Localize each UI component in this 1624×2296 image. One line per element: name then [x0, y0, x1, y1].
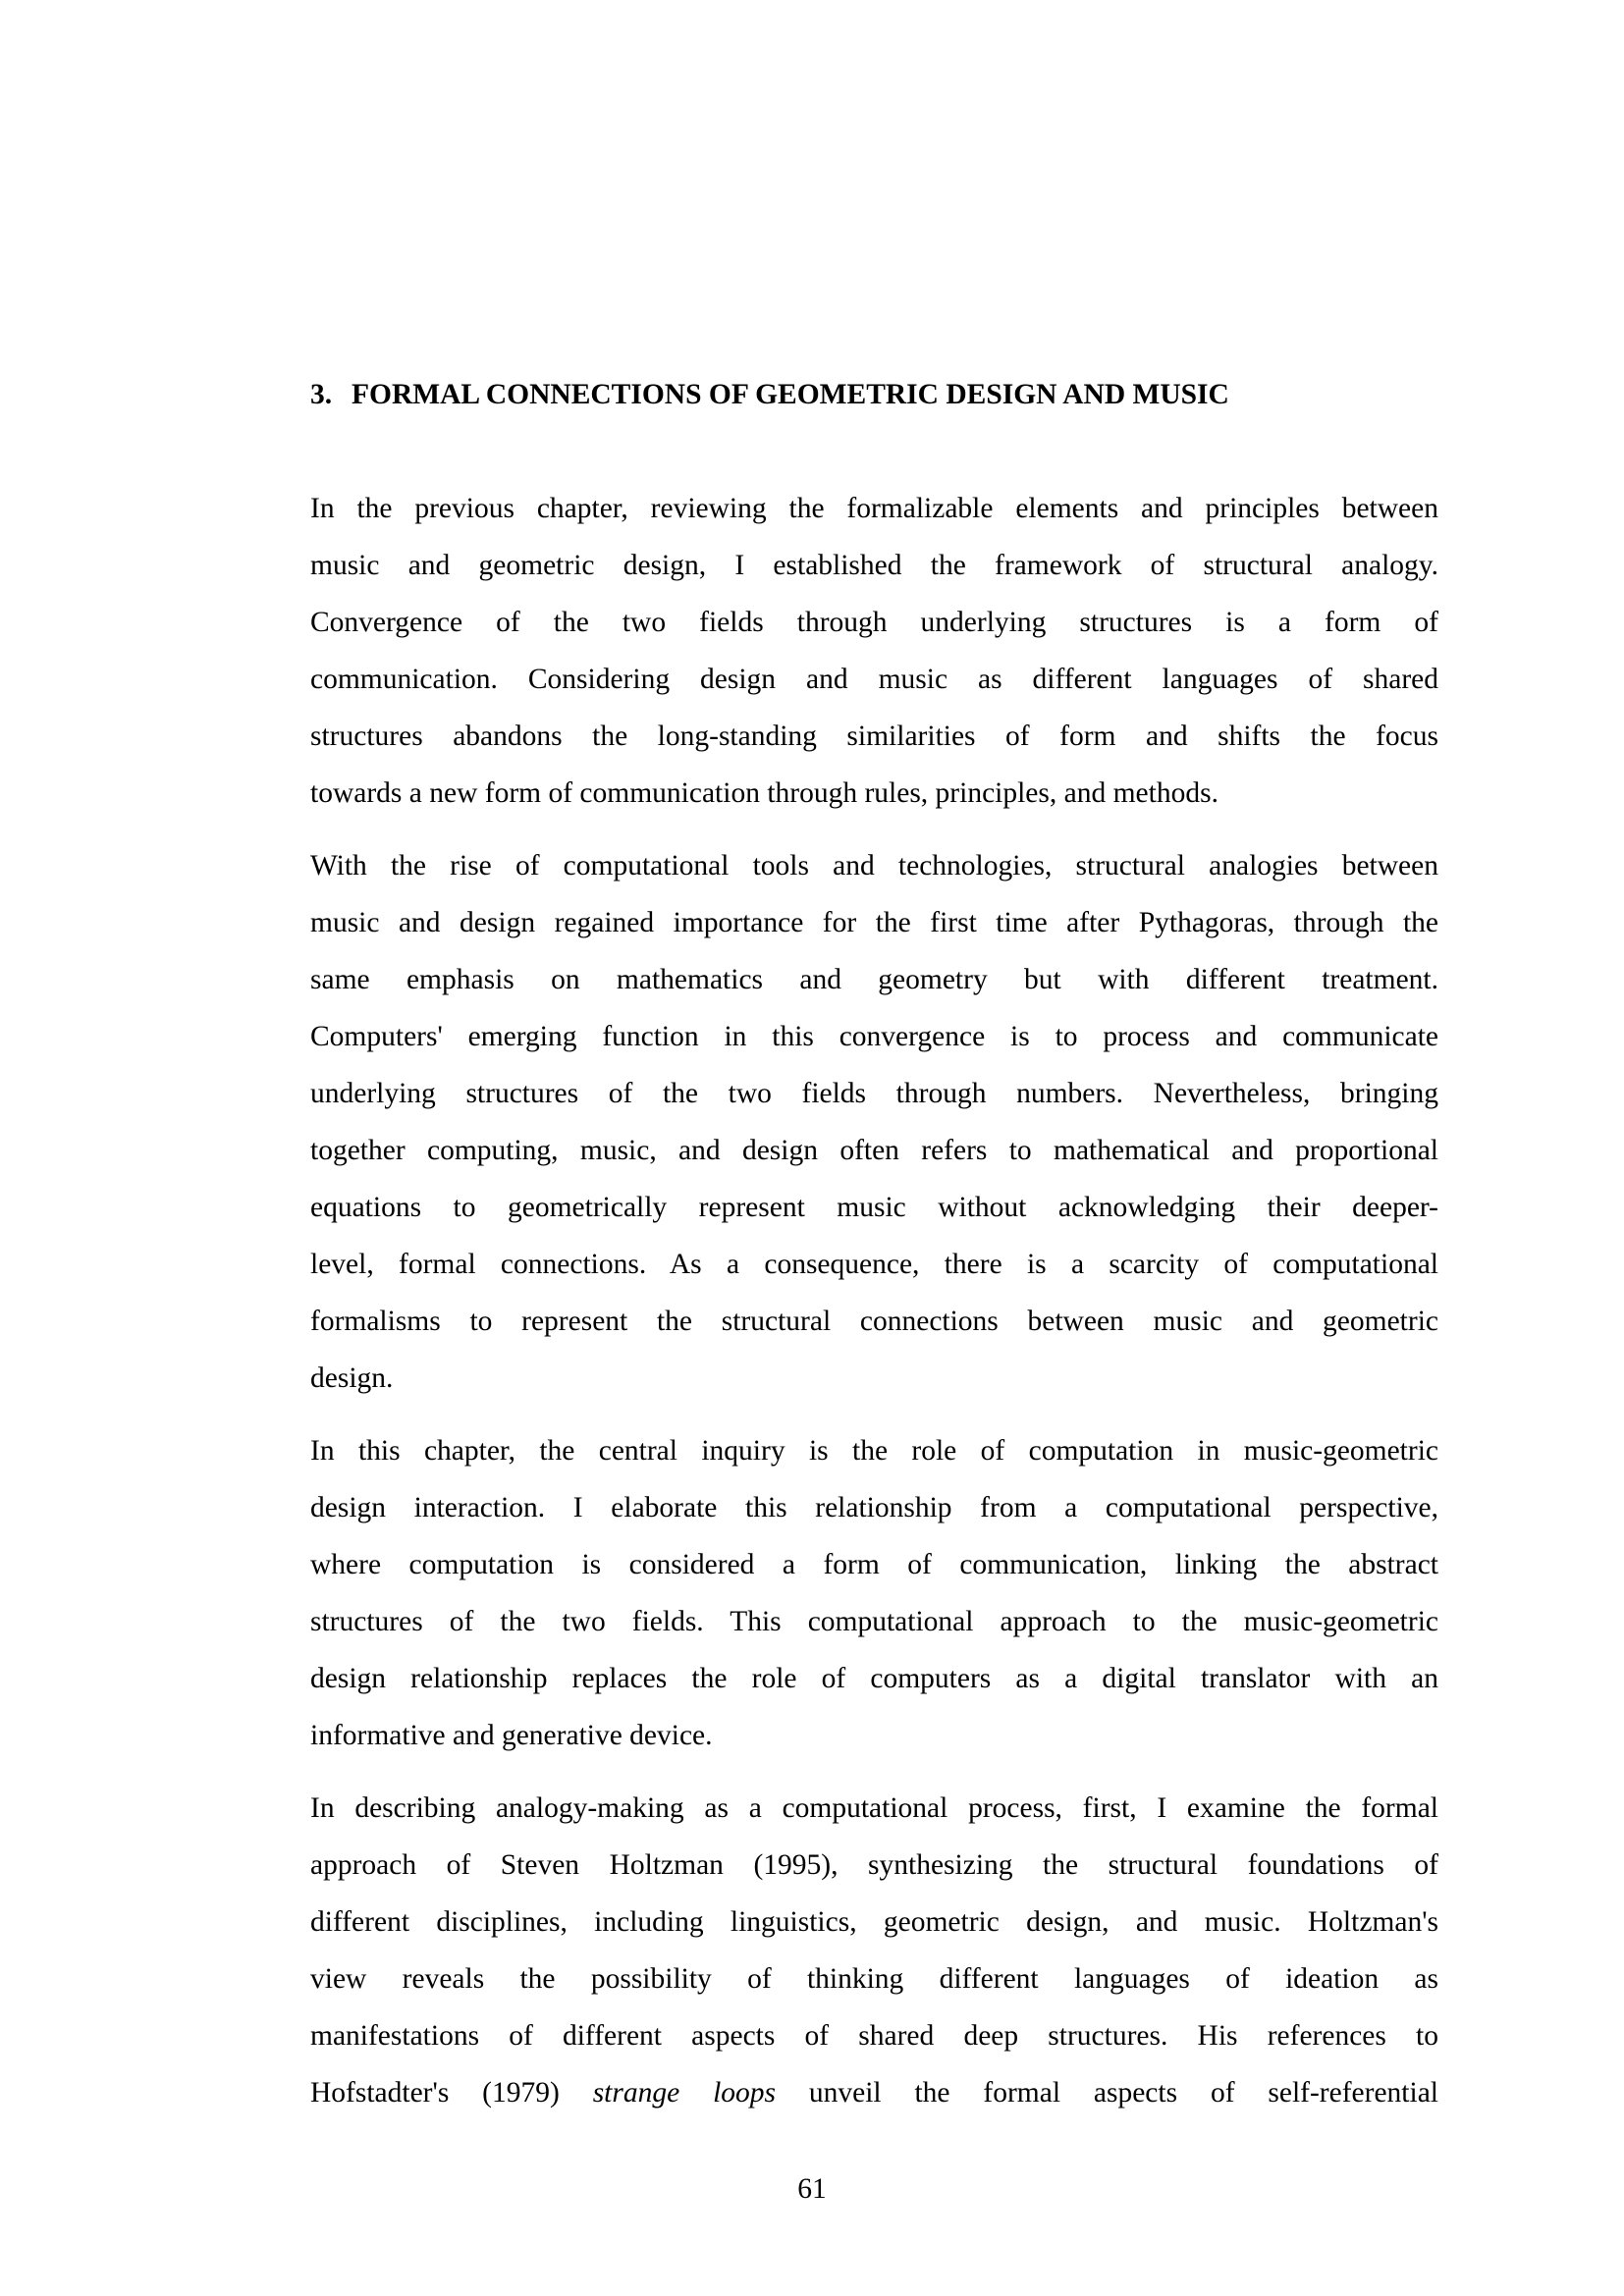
chapter-heading: [310, 375, 1439, 414]
text-line-with-citation: [310, 2064, 1438, 2121]
text-line: music and geometric design, I established the framework of structural analogy.: [310, 550, 1438, 581]
text-line: where computation is considered a form of communication, linking the abstract: [310, 1549, 1438, 1580]
text-fragment: unveil the formal aspects of self-referential: [776, 2077, 1438, 2109]
text-line: structures abandons the long-standing similarities of form and shifts the focus: [310, 721, 1438, 752]
text-line: underlying structures of the two fields through numbers. Nevertheless, bringing: [310, 1078, 1438, 1109]
text-line: design.: [310, 1362, 394, 1394]
text-line: level, formal connections. As a consequence, there is a scarcity of computational: [310, 1249, 1438, 1280]
chapter-title: FORMAL CONNECTIONS OF GEOMETRIC DESIGN AND MUSIC: [352, 379, 1229, 410]
text-line: formalisms to represent the structural connections between music and geometric: [310, 1306, 1438, 1337]
text-line: With the rise of computational tools and technologies, structural analogies between: [310, 850, 1438, 881]
text-line: In the previous chapter, reviewing the formalizable elements and principles between: [310, 493, 1438, 524]
text-line: communication. Considering design and music as different languages of shared: [310, 664, 1438, 695]
text-fragment: Hofstadter's (1979): [310, 2077, 593, 2109]
text-line: same emphasis on mathematics and geometry but with different treatment.: [310, 964, 1438, 995]
italic-term: strange loops: [592, 2077, 776, 2109]
text-line: approach of Steven Holtzman (1995), synthesizing the structural foundations of: [310, 1849, 1438, 1881]
text-line: together computing, music, and design often refers to mathematical and proportional: [310, 1135, 1438, 1166]
paragraph-4: [310, 1780, 1438, 2121]
text-line: view reveals the possibility of thinking different languages of ideation as: [310, 1963, 1438, 1995]
paragraph-2: [310, 837, 1438, 1407]
chapter-number: 3.: [310, 379, 333, 410]
text-line: Convergence of the two fields through underlying structures is a form of: [310, 607, 1438, 638]
text-line: manifestations of different aspects of shared deep structures. His references to: [310, 2020, 1438, 2052]
text-line: design relationship replaces the role of computers as a digital translator with an: [310, 1663, 1438, 1694]
page-number: 61: [797, 2173, 827, 2205]
text-line: different disciplines, including linguistics, geometric design, and music. Holtzman's: [310, 1906, 1438, 1938]
text-line: In this chapter, the central inquiry is the role of computation in music-geometric: [310, 1435, 1438, 1467]
paragraph-3: [310, 1422, 1438, 1764]
text-line: Computers' emerging function in this convergence is to process and communicate: [310, 1021, 1438, 1052]
text-line: structures of the two fields. This computational approach to the music-geometric: [310, 1606, 1438, 1637]
text-line: towards a new form of communication through rules, principles, and methods.: [310, 777, 1218, 809]
text-line: informative and generative device.: [310, 1720, 713, 1751]
text-line: equations to geometrically represent music without acknowledging their deeper-: [310, 1192, 1438, 1223]
text-line: music and design regained importance for the first time after Pythagoras, through the: [310, 907, 1438, 938]
text-line: In describing analogy-making as a computational process, first, I examine the formal: [310, 1792, 1438, 1824]
body-text: [310, 480, 1438, 2137]
text-line: design interaction. I elaborate this relationship from a computational perspective,: [310, 1492, 1438, 1523]
paragraph-1: [310, 480, 1438, 822]
